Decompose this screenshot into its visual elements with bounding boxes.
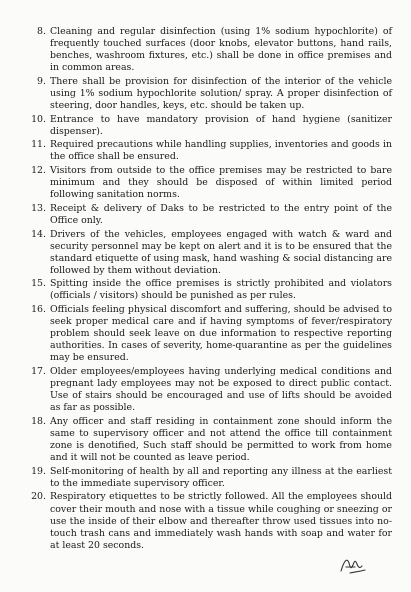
item-text: Self-monitoring of health by all and reporting any illness at the earliest to the immediate supervisory officer. (50, 465, 392, 489)
item-text: Spitting inside the office premises is strictly prohibited and violators (officials / visitors) should be punished as per rules. (50, 278, 392, 302)
handwritten-signature (338, 553, 368, 577)
item-number: 10. (31, 113, 46, 125)
item-number: 14. (31, 228, 46, 240)
list-item-17 (26, 366, 392, 414)
item-number: 19. (31, 465, 46, 477)
list-item-9 (26, 76, 392, 112)
list-item-16 (26, 304, 392, 364)
item-number: 18. (31, 415, 46, 427)
item-text: Required precautions while handling supplies, inventories and goods in the office shall be ensured. (50, 139, 392, 163)
list-item-20 (26, 491, 392, 551)
item-text: Entrance to have mandatory provision of hand hygiene (sanitizer dispenser). (50, 113, 392, 137)
item-text: Respiratory etiquettes to be strictly followed. All the employees should cover their mouth and nose with a tissue while coughing or sneezing or use the inside of their elbow and thereafter throw used tissues into no-touch trash cans and immediately wash hands with soap and water for at least 20 seconds. (50, 491, 392, 551)
list-item-19 (26, 466, 392, 490)
item-text: There shall be provision for disinfection of the interior of the vehicle using 1% sodium hypochlorite solution/ spray. A proper disinfection of steering, door handles, keys, etc. should be taken up. (50, 75, 392, 112)
list-item-18 (26, 416, 392, 464)
item-text: Visitors from outside to the office premises may be restricted to bare minimum and they should be disposed of within limited period following sanitation norms. (50, 165, 392, 201)
list-item-11 (26, 139, 392, 163)
item-text: Cleaning and regular disinfection (using 1% sodium hypochlorite) of frequently touched surfaces (door knobs, elevator buttons, hand rails, benches, washroom fixtures, etc.) shall be done in office premises and in common areas. (50, 26, 392, 74)
item-text: Drivers of the vehicles, employees engaged with watch & ward and security personnel may be kept on alert and it is to be ensured that the standard etiquette of using mask, hand washing & social distancing are followed by them without deviation. (50, 228, 392, 276)
item-number: 13. (31, 202, 46, 214)
list-item-15 (26, 278, 392, 302)
list-item-14 (26, 229, 392, 277)
item-text: Officials feeling physical discomfort and suffering, should be advised to seek proper medical care and if having symptoms of fever/respiratory problem should seek leave on due information to respective reporting authorities. In cases of severity, home-quarantine as per the guidelines may be ensured. (50, 304, 392, 364)
item-number: 16. (31, 304, 46, 316)
item-text: Any officer and staff residing in containment zone should inform the same to supervisory officer and not attend the office till containment zone is denotified, Such staff should be permitted to work from home and it will not be counted as leave period. (50, 415, 392, 464)
item-number: 20. (31, 491, 46, 503)
list-item-10 (26, 114, 392, 138)
item-number: 12. (31, 165, 46, 177)
item-number: 15. (31, 278, 46, 290)
document-page (26, 26, 392, 553)
item-number: 8. (37, 26, 46, 37)
item-text: Older employees/employees having underlying medical conditions and pregnant lady employees may not be exposed to direct public contact. Use of stairs should be encouraged and use of lifts should be avoided as far as possible. (50, 366, 392, 414)
list-item-13 (26, 203, 392, 227)
item-number: 17. (31, 366, 46, 378)
list-item-8 (26, 26, 392, 74)
list-item-12 (26, 165, 392, 201)
item-number: 11. (31, 139, 46, 151)
item-text: Receipt & delivery of Daks to be restricted to the entry point of the Office only. (50, 202, 392, 226)
item-number: 9. (37, 75, 46, 87)
